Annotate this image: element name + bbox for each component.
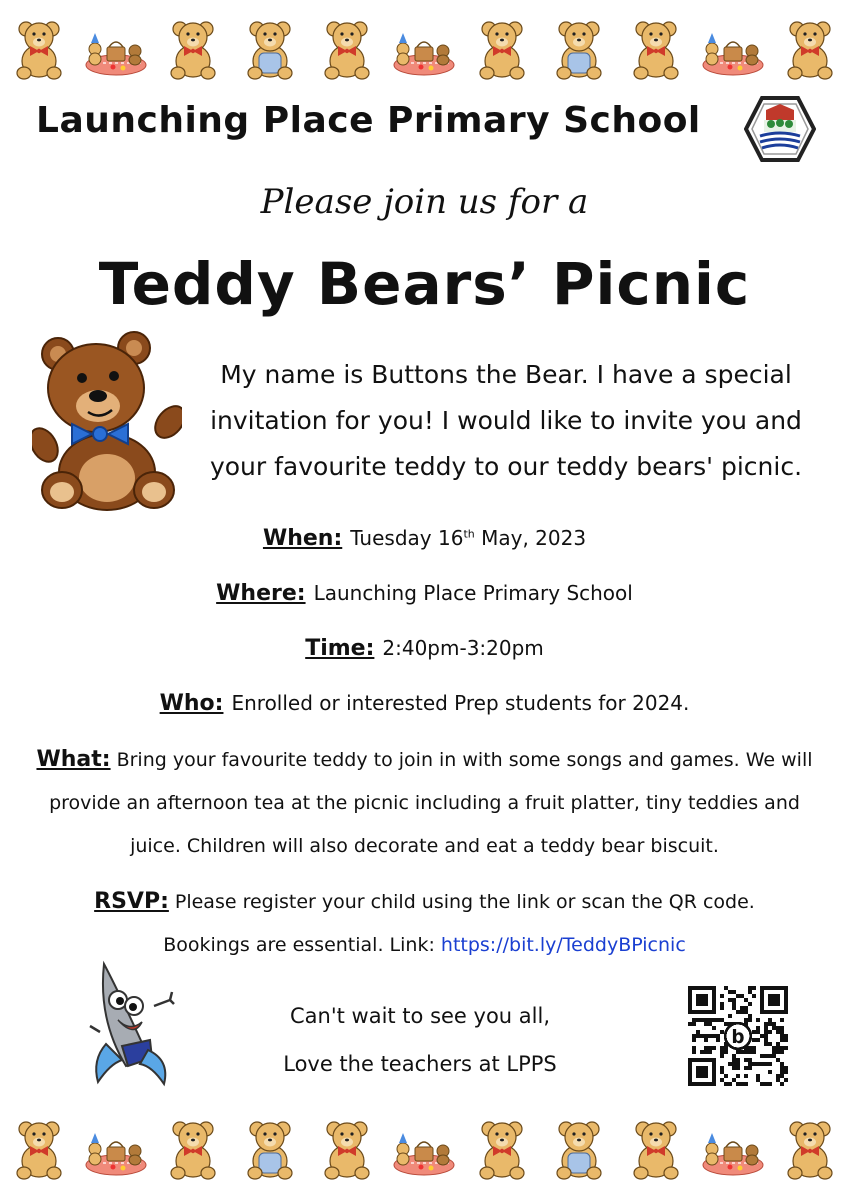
picnic-scene-icon [700,1115,766,1181]
what-value: Bring your favourite teddy to join in with some songs and games. We will provide an afternoon tea at the picnic including a fruit platter, tiny teddies and juice. Children will also decorate and eat a teddy bear biscuit. [49,749,813,857]
who-label: Who: [159,691,224,716]
when-value-day: Tuesday 16 [350,526,464,550]
where-label: Where: [216,581,306,606]
svg-text:b: b [731,1026,745,1048]
time-label: Time: [305,636,375,661]
picnic-scene-icon [83,15,149,81]
signoff-line-2: Love the teachers at LPPS [283,1052,557,1076]
time-value: 2:40pm-3:20pm [382,636,544,660]
event-title: Teddy Bears’ Picnic [98,250,751,318]
rsvp-paragraph [30,880,819,967]
when-label: When: [262,526,343,551]
teddy-bear-icon [237,15,303,81]
bookings-text: Bookings are essential. Link: [163,934,435,956]
top-border [0,12,849,84]
teddy-bear-icon [777,15,843,81]
teddy-bear-icon [469,1115,535,1181]
signoff [250,992,590,1088]
picnic-scene-icon [700,15,766,81]
teddy-bear-icon [160,1115,226,1181]
time-row [0,636,849,661]
rsvp-label: RSVP: [94,889,169,914]
when-value-rest: May, 2023 [474,526,587,550]
teddy-bear-icon [6,1115,72,1181]
teddy-bear-icon [623,15,689,81]
teddy-bear-icon [314,1115,380,1181]
picnic-scene-icon [83,1115,149,1181]
school-name: Launching Place Primary School [36,100,701,141]
qr-code[interactable] [688,986,788,1086]
when-value-ordinal: th [463,527,475,541]
signoff-line-1: Can't wait to see you all, [290,1004,550,1028]
teddy-bear-icon [237,1115,303,1181]
teddy-bear-icon [777,1115,843,1181]
teddy-bear-icon [314,15,380,81]
teddy-bear-icon [546,15,612,81]
bottom-border [0,1112,849,1184]
buttons-bear-illustration [32,330,182,515]
registration-link[interactable]: https://bit.ly/TeddyBPicnic [440,934,686,956]
invite-line: Please join us for a [260,182,589,222]
rocket-illustration [88,960,176,1092]
teddy-bear-icon [469,15,535,81]
picnic-scene-icon [391,1115,457,1181]
teddy-bear-icon [6,15,72,81]
who-row [0,691,849,716]
picnic-scene-icon [391,15,457,81]
teddy-bear-icon [546,1115,612,1181]
where-row [0,581,849,606]
what-paragraph [30,738,819,868]
bear-message: My name is Buttons the Bear. I have a special invitation for you! I would like to invite you and your favourite teddy to our teddy bears' picnic. [209,360,803,481]
when-row [0,526,849,551]
teddy-bear-icon [160,15,226,81]
rsvp-value: Please register your child using the link or scan the QR code. [174,891,755,913]
what-label: What: [36,747,111,772]
who-value: Enrolled or interested Prep students for 2024. [231,691,690,715]
school-logo [744,96,816,162]
where-value: Launching Place Primary School [313,581,633,605]
teddy-bear-icon [623,1115,689,1181]
